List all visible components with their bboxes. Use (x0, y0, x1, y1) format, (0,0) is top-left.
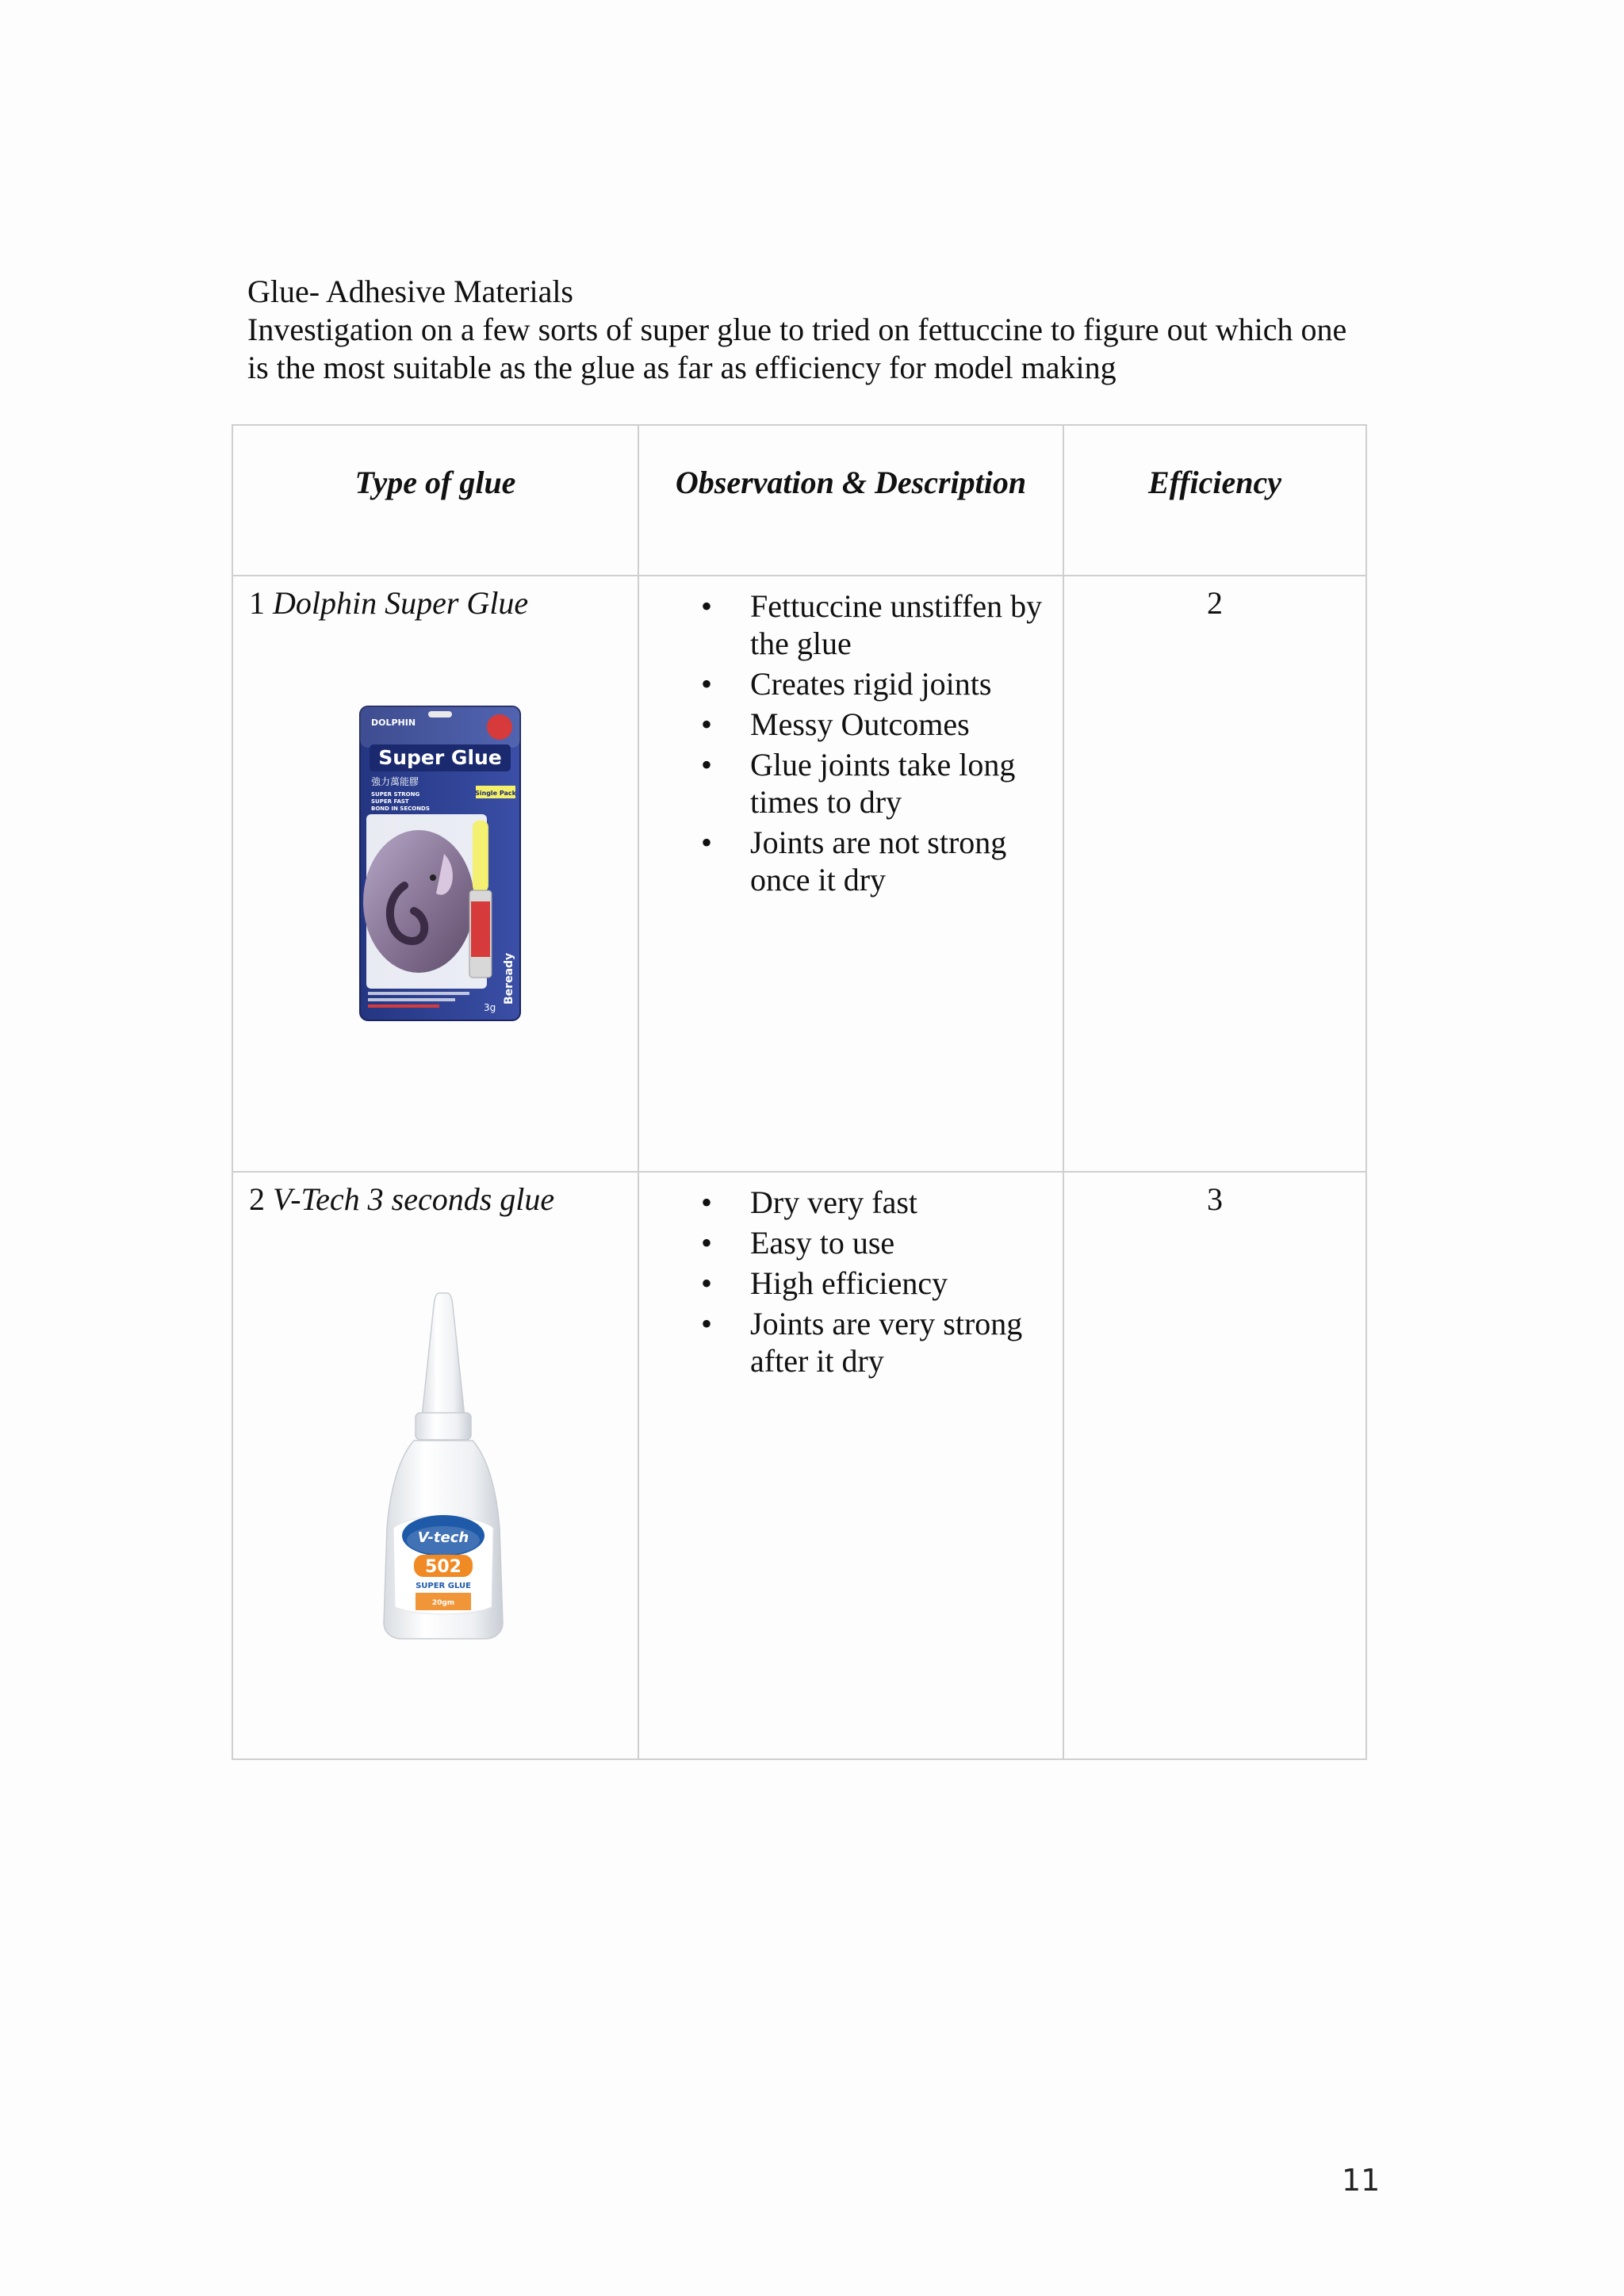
list-item: • Messy Outcomes (639, 706, 1063, 743)
glue-name: Dolphin Super Glue (273, 585, 529, 621)
table-row (232, 576, 1366, 1172)
efficiency-cell (1063, 1172, 1366, 1759)
row-number: 2 (249, 1181, 265, 1217)
svg-text:3g: 3g (484, 1002, 496, 1013)
dolphin-product-text: Super Glue (378, 746, 502, 769)
glue-type-label (249, 1181, 554, 1219)
observation-list (639, 576, 1063, 898)
vtech-brand-text: V-tech (417, 1529, 469, 1546)
intro-description: Investigation on a few sorts of super glue to tried on fettuccine to figure out which one is the most suitable as the glue as far as efficiency for model making (247, 312, 1347, 385)
list-item: • Creates rigid joints (639, 665, 1063, 702)
glue-type-cell (232, 1172, 638, 1759)
observation-list (639, 1173, 1063, 1380)
observation-cell (638, 1172, 1063, 1759)
table-row (232, 1172, 1366, 1759)
svg-text:20gm: 20gm (431, 1599, 455, 1607)
list-item: • Dry very fast (639, 1184, 1063, 1221)
dolphin-sub-text: 強力萬能膠 (371, 776, 419, 787)
glue-type-label (249, 584, 528, 622)
list-item: • Joints are not strong once it dry (639, 824, 1063, 898)
glue-type-cell (232, 576, 638, 1172)
table-header-row (232, 425, 1366, 576)
observation-cell (638, 576, 1063, 1172)
list-item: • Fettuccine unstiffen by the glue (639, 587, 1063, 662)
glue-comparison-table (232, 424, 1367, 1760)
header-type-of-glue: Type of glue (232, 425, 638, 576)
svg-text:SUPER STRONG: SUPER STRONG (371, 791, 420, 798)
svg-text:BOND IN SECONDS: BOND IN SECONDS (371, 806, 430, 812)
intro (247, 273, 1373, 387)
header-observation: Observation & Description (638, 425, 1063, 576)
vtech-glue-bottle-image (376, 1290, 511, 1642)
page-number: 11 (1342, 2163, 1381, 2198)
dolphin-side-text: Beready (503, 952, 515, 1004)
svg-text:Single Pack: Single Pack (475, 790, 516, 797)
efficiency-cell (1063, 576, 1366, 1172)
vtech-model-text: 502 (425, 1557, 462, 1577)
header-efficiency: Efficiency (1063, 425, 1366, 576)
glue-name: V-Tech 3 seconds glue (273, 1181, 555, 1217)
row-number: 1 (249, 585, 265, 621)
vtech-product-text: SUPER GLUE (416, 1582, 471, 1590)
efficiency-value: 3 (1207, 1181, 1223, 1217)
list-item: • Easy to use (639, 1224, 1063, 1261)
svg-text:SUPER FAST: SUPER FAST (371, 798, 409, 805)
dolphin-brand-text: DOLPHIN (371, 718, 416, 728)
page-title: Glue- Adhesive Materials (247, 274, 573, 309)
dolphin-super-glue-image (357, 703, 523, 1024)
list-item: • Joints are very strong after it dry (639, 1305, 1063, 1380)
list-item: • High efficiency (639, 1265, 1063, 1302)
list-item: • Glue joints take long times to dry (639, 746, 1063, 821)
efficiency-value: 2 (1207, 585, 1223, 621)
